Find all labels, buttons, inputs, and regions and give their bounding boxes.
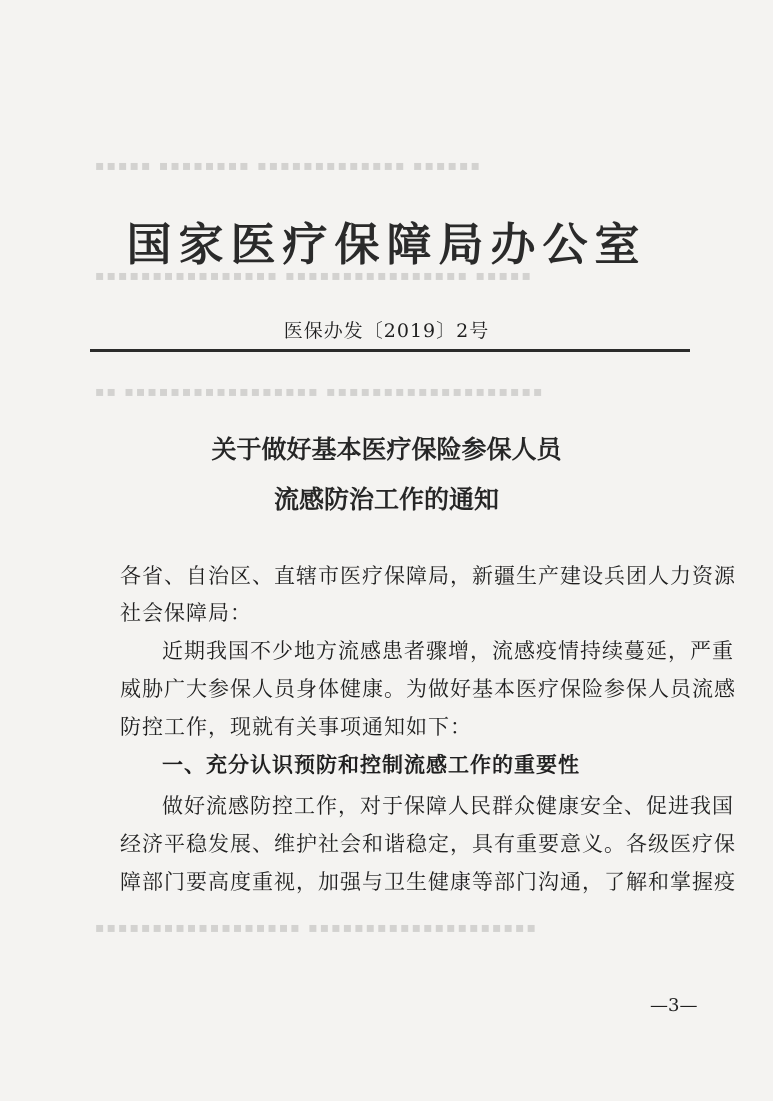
- bleed-through-text: ▪▪▪▪▪▪▪▪▪▪▪▪▪▪▪▪▪▪ ▪▪▪▪▪▪▪▪▪▪▪▪▪▪▪▪▪▪▪▪: [95, 920, 539, 936]
- bleed-through-text: ▪▪▪▪▪▪▪▪▪▪▪▪▪▪▪▪ ▪▪▪▪▪▪▪▪▪▪▪▪▪▪▪▪ ▪▪▪▪▪: [95, 268, 533, 284]
- bleed-through-text: ▪▪ ▪▪▪▪▪▪▪▪▪▪▪▪▪▪▪▪▪ ▪▪▪▪▪▪▪▪▪▪▪▪▪▪▪▪▪▪▪: [95, 384, 545, 400]
- addressee-line: 社会保障局：: [120, 601, 252, 625]
- paragraph-line: 经济平稳发展、维护社会和谐稳定，具有重要意义。各级医疗保: [120, 832, 736, 856]
- paragraph-line: 防控工作，现就有关事项通知如下：: [120, 715, 472, 739]
- addressee-line: 各省、自治区、直辖市医疗保障局，新疆生产建设兵团人力资源: [120, 564, 736, 588]
- paragraph-line: 障部门要高度重视，加强与卫生健康等部门沟通，了解和掌握疫: [120, 870, 736, 894]
- notice-title-line-1: 关于做好基本医疗保险参保人员: [211, 435, 562, 464]
- issuing-office-title: 国家医疗保障局办公室: [126, 218, 647, 271]
- notice-title-line-2: 流感防治工作的通知: [273, 485, 499, 514]
- bleed-through-text: ▪▪▪▪▪ ▪▪▪▪▪▪▪▪ ▪▪▪▪▪▪▪▪▪▪▪▪▪ ▪▪▪▪▪▪: [95, 158, 482, 174]
- paragraph-line: 威胁广大参保人员身体健康。为做好基本医疗保险参保人员流感: [120, 677, 736, 701]
- paragraph-line: 近期我国不少地方流感患者骤增，流感疫情持续蔓延，严重: [162, 639, 734, 663]
- paragraph-line: 做好流感防控工作，对于保障人民群众健康安全、促进我国: [162, 794, 734, 818]
- page-number: —3—: [650, 995, 698, 1016]
- document-number: 医保办发〔2019〕2号: [283, 320, 490, 342]
- header-divider: [90, 349, 690, 352]
- section-heading: 一、充分认识预防和控制流感工作的重要性: [162, 753, 580, 777]
